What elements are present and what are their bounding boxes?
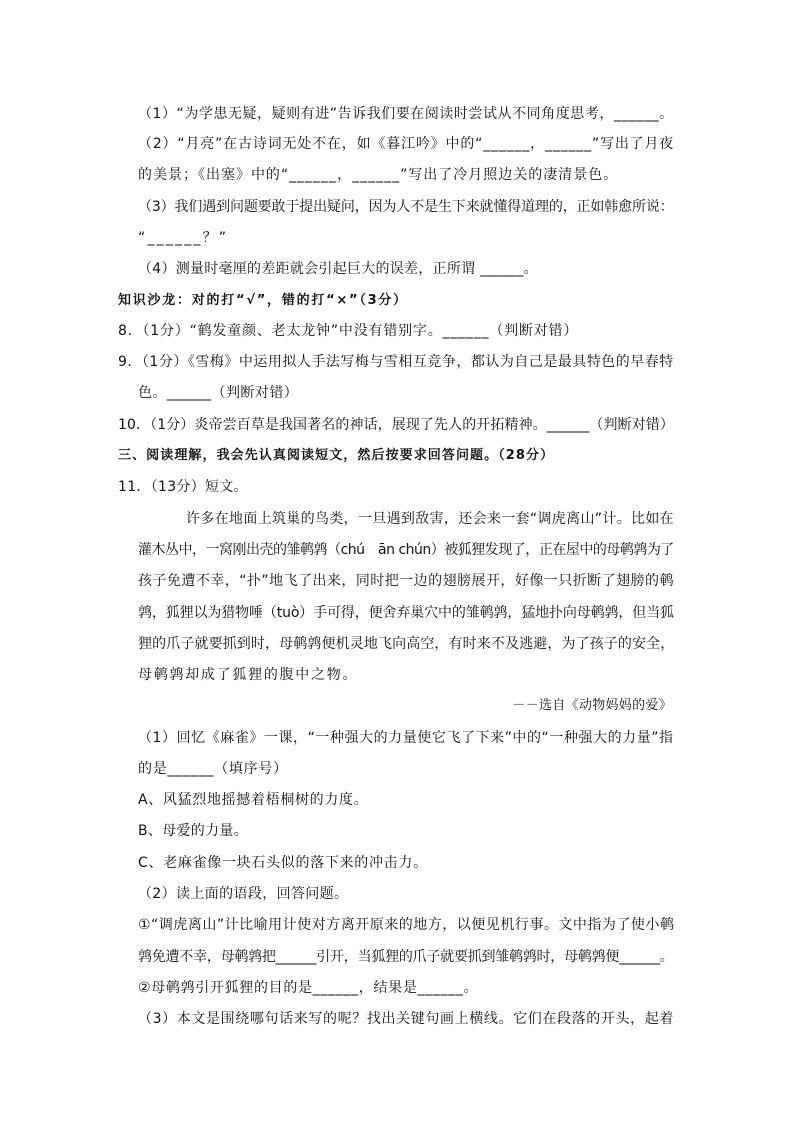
option-b: B、母爱的力量。	[138, 823, 249, 839]
passage-line: 灌木丛中，一窝刚出壳的雏鹌鹑（chú ān chún）被狐狸发现了，正在屋中的母鹌鹑为了	[138, 542, 674, 558]
question-11-2-part1-cont: 鹑免遭不幸，母鹌鹑把______引开，当狐狸的爪子就要抓到雏鹌鹑时，母鹌鹑便______。	[138, 949, 674, 965]
question-11: 11．（13分）短文。	[118, 479, 248, 495]
passage-line: 母鹌鹑却成了狐狸的腹中之物。	[138, 667, 359, 683]
fill-question-1: （1）“为学患无疑，疑则有进”告诉我们要在阅读时尝试从不同角度思考，______。	[138, 106, 674, 122]
passage-line: 狸的爪子就要抓到时，母鹌鹑便机灵地飞向高空，有时来不及逃避，为了孩子的安全，	[138, 636, 675, 652]
fill-question-3: （3）我们遇到问题要敢于提出疑问，因为人不是生下来就懂得道理的，正如韩愈所说：	[138, 199, 674, 215]
fill-question-2-cont: 的美景；《出塞》中的“______，______”写出了冷月照边关的凄清景色。	[138, 167, 619, 183]
passage-line: 孩子免遭不幸，“扑”地飞了出来，同时把一边的翅膀展开，好像一只折断了翅膀的鹌	[138, 573, 674, 589]
fill-question-3-cont: “______？”	[138, 230, 229, 246]
question-11-3: （3）本文是围绕哪句话来写的呢？找出关键句画上横线。它们在段落的开头，起着	[138, 1011, 675, 1027]
section-heading-reading: 三、阅读理解，我会先认真阅读短文，然后按要求回答问题。（28分）	[118, 448, 555, 463]
question-8: 8．（1分）“鹤发童颜、老太龙钟”中没有错别字。______（判断对错）	[118, 323, 579, 339]
section-heading-knowledge: 知识沙龙：对的打“√”，错的打“×”（3分）	[118, 293, 408, 308]
question-11-1: （1）回忆《麻雀》一课，“一种强大的力量使它飞了下来”中的“一种强大的力量”指	[138, 730, 674, 746]
passage-source: －－选自《动物妈妈的爱》	[512, 698, 672, 713]
question-10: 10．（1分）炎帝尝百草是我国著名的神话，展现了先人的开拓精神。______（判断对错）	[118, 417, 674, 433]
question-11-2-part2: ②母鹌鹑引开狐狸的目的是______，结果是______。	[138, 980, 479, 996]
question-11-1-cont: 的是______（填序号）	[138, 761, 288, 777]
option-a: A、风猛烈地摇撼着梧桐树的力度。	[138, 792, 369, 808]
question-9-cont: 色。______（判断对错）	[138, 385, 299, 401]
question-11-2-part1: ①“调虎离山”计比喻用计使对方离开原来的地方，以便见机行事。文中指为了使小鹌	[138, 917, 675, 933]
fill-question-2: （2）“月亮”在古诗词无处不在，如《暮江吟》中的“______，______”写出了月夜	[138, 136, 675, 152]
passage-line: 许多在地面上筑巢的鸟类，一旦遇到敌害，还会来一套“调虎离山”计。比如在	[186, 511, 675, 527]
fill-question-4: （4）测量时毫厘的差距就会引起巨大的误差，正所谓 ______。	[138, 261, 538, 277]
option-c: C、老麻雀像一块石头似的落下来的冲击力。	[138, 855, 428, 871]
question-11-2: （2）读上面的语段，回答问题。	[138, 886, 349, 902]
passage-line: 鹑，狐狸以为猎物唾（tuò）手可得，便舍弃巢穴中的雏鹌鹑，猛地扑向母鹌鹑，但当狐	[138, 605, 674, 621]
question-9: 9．（1分）《雪梅》中运用拟人手法写梅与雪相互竞争，都认为自己是最具特色的早春特	[118, 354, 674, 370]
